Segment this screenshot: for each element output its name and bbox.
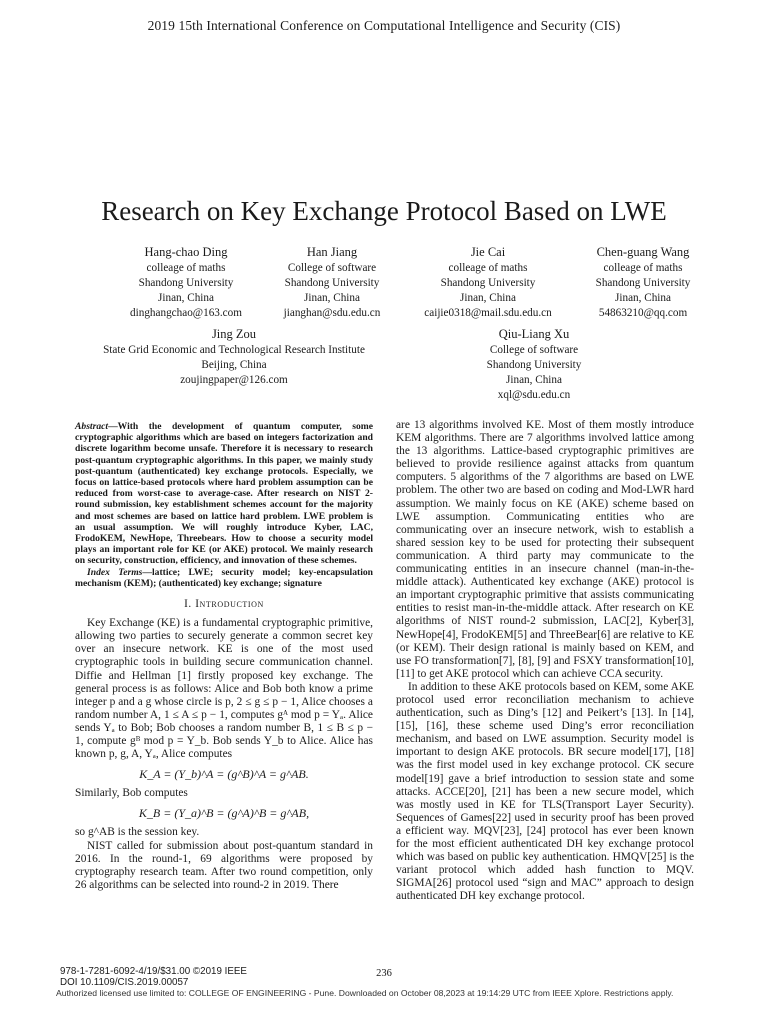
author-email: xql@sdu.edu.cn	[497, 389, 571, 401]
author-email: dinghangchao@163.com	[130, 307, 242, 319]
author-location: Jinan, China	[460, 292, 516, 304]
author-block	[408, 244, 568, 321]
author-block	[252, 244, 412, 321]
author-block	[98, 244, 274, 321]
left-column	[75, 421, 373, 892]
author-name: Qiu-Liang Xu	[498, 327, 570, 341]
author-university: Shandong University	[440, 277, 536, 289]
paragraph: In addition to these AKE protocols based on KEM, some AKE protocol used error reconciliation mechanism to achieve authentication, such as Ding’s [12] and Peikert’s [13]. In [14], [15], [16], these scheme used Ding’s error reconciliation mechanism, and based on LWE assumption. Security model is important to design AKE protocols. BR secure model[17], [18] was the first model used in key exchange protocol. CK secure model[19] gave a brief introduction to session state and some attacks. ACCE[20], [21] has been a new secure model, which was mostly used in KE for TLS(Transport Layer Security). Sequences of Games[22] used in security proof has been proved a efficient way. MQV[23], [24] protocol has ever been known for the most efficient authenticated DH key exchange protocol which was based on public key authentication. HMQV[25] is the variant protocol which added hash function to MQV. SIGMA[26] protocol used “sign and MAC” approach to design authenticated DH key exchange protocol.	[396, 680, 694, 903]
paragraph: NIST called for submission about post-quantum standard in 2016. In the round-1, 69 algorithms were proposed by cryptography research team. After two round competition, only 26 algorithms can be selected into round-2 in 2019. There	[75, 839, 373, 891]
author-affiliation: College of software	[287, 262, 377, 274]
author-name: Jing Zou	[211, 327, 257, 341]
paragraph: so g^AB is the session key.	[75, 826, 200, 839]
author-name: Han Jiang	[306, 245, 358, 259]
right-column	[396, 419, 694, 903]
author-affiliation: colleage of maths	[146, 262, 226, 274]
author-location: Jinan, China	[506, 374, 562, 386]
equation: K_A = (Y_b)^A = (g^B)^A = g^AB.	[139, 767, 309, 782]
author-location: Jinan, China	[158, 292, 214, 304]
author-email: jianghan@sdu.edu.cn	[283, 307, 381, 319]
author-university: Shandong University	[486, 359, 582, 371]
paragraph: Key Exchange (KE) is a fundamental cryptographic primitive, allowing two parties to securely generate a common secret key over an insecure network. KE is one of the most used cryptographic tools in building secure communication channel. Diffie and Hellman [1] firstly proposed key exchange. The general process is as follows: Alice and Bob both know a prime integer p and a g whose circle is p, 2 ≤ g ≤ p − 1, Alice chooses a random number A, 1 ≤ A ≤ p − 1, computes gᴬ mod p = Yₐ. Alice sends Yₐ to Bob; Bob chooses a random number B, 1 ≤ B ≤ p − 1, compute gᴮ mod p = Y_b. Bob sends Y_b to Alice. Alice has known p, g, A, Yₐ, Alice computes	[75, 617, 373, 761]
author-affiliation: State Grid Economic and Technological Research Institute	[103, 344, 365, 356]
author-name: Jie Cai	[470, 245, 506, 259]
author-affiliation: College of software	[489, 344, 579, 356]
author-university: Shandong University	[284, 277, 380, 289]
paragraph: Similarly, Bob computes	[75, 787, 188, 800]
author-name: Chen-guang Wang	[596, 245, 690, 259]
section-heading: I. Introduction	[184, 598, 264, 611]
author-block	[88, 326, 380, 388]
isbn-line: 978-1-7281-6092-4/19/$31.00 ©2019 IEEE	[60, 966, 247, 977]
index-terms-text: —lattice; LWE; security model; key-encapsulation mechanism (KEM); (authenticated) key exchange; signature	[75, 566, 373, 589]
author-location: Beijing, China	[201, 359, 267, 371]
abstract-text: —With the development of quantum computer, some cryptographic algorithms which are based on integers factorization and discrete logarithm become unsafe. Therefore it is necessary to research post-quantum cryptographic algorithms. In this paper, we mainly study post-quantum (authenticated) key exchange protocols. Especially, we focus on lattice-based protocols where hard problem assumption can be reduced from worst-case to average-case. After research on NIST 2-round submission, key establishment schemes account for the majority and most schemes are based on lattice hard problem. LWE problem is an usual assumption. We will roughly introduce Kyber, LAC, FrodoKEM, NewHope, Threebears. How to choose a security model plays an important role for KE (or AKE) protocol. We mainly research on security, construction, efficiency, and innovation of these schemes.	[75, 421, 373, 567]
author-university: Shandong University	[595, 277, 691, 289]
doi-line: DOI 10.1109/CIS.2019.00057	[60, 976, 189, 988]
author-affiliation: colleage of maths	[448, 262, 528, 274]
author-email: 54863210@qq.com	[598, 307, 688, 319]
author-name: Hang-chao Ding	[144, 245, 228, 259]
abstract	[75, 421, 373, 567]
author-affiliation: colleage of maths	[603, 262, 683, 274]
author-block	[454, 326, 614, 403]
index-terms-label: Index Terms	[87, 566, 143, 578]
author-location: Jinan, China	[304, 292, 360, 304]
page-number: 236	[376, 968, 392, 979]
author-university: Shandong University	[138, 277, 234, 289]
author-email: zoujingpaper@126.com	[180, 374, 288, 386]
equation: K_B = (Y_a)^B = (g^A)^B = g^AB,	[138, 806, 310, 821]
abstract-label: Abstract	[75, 421, 109, 432]
paper-title: Research on Key Exchange Protocol Based on LWE	[101, 196, 667, 226]
paragraph: are 13 algorithms involved KE. Most of them mostly introduce KEM algorithms. There are 7 algorithms involved lattice among the 13 algorithms. Lattice-based cryptographic primitives are believed to provide resilience against attacks from quantum computers. 5 algorithms of the 7 algorithms are based on LWE problem. The other two are based on coding and Mod-LWR hard assumption. We mainly focus on KE (AKE) scheme based on LWE assumption. Communicating entities who are communicating over an insecure network, wish to establish a shared session key to be used for protecting their subsequent communication. A third party may communicate to the communicating entities in an insecure channel (man-in-the-middle attack). Authenticated key exchange (AKE) protocol is an important cryptographic primitive that assists communicating entities to resist man-in-the-middle attack. After research on KE algorithms of NIST round-2 submission, LAC[2], Kyber[3], NewHope[4], FrodoKEM[5] and ThreeBear[6] are relative to KE (or KEM). Their design rational is mainly based on KEM, and use FO transformation[7], [8], [9] and FSXY transformation[10], [11] to get AKE protocol which can achieve CCA security.	[396, 419, 694, 680]
license-notice: Authorized licensed use limited to: COLLEGE OF ENGINEERING - Pune. Downloaded on October 08,2023 at 19:14:29 UTC from IEEE Xplore. Restrictions apply.	[56, 988, 674, 998]
author-block	[572, 244, 714, 321]
author-location: Jinan, China	[615, 292, 671, 304]
index-terms	[75, 567, 373, 589]
author-email: caijie0318@mail.sdu.edu.cn	[424, 307, 552, 319]
conference-header: 2019 15th International Conference on Computational Intelligence and Security (CIS)	[147, 18, 621, 33]
